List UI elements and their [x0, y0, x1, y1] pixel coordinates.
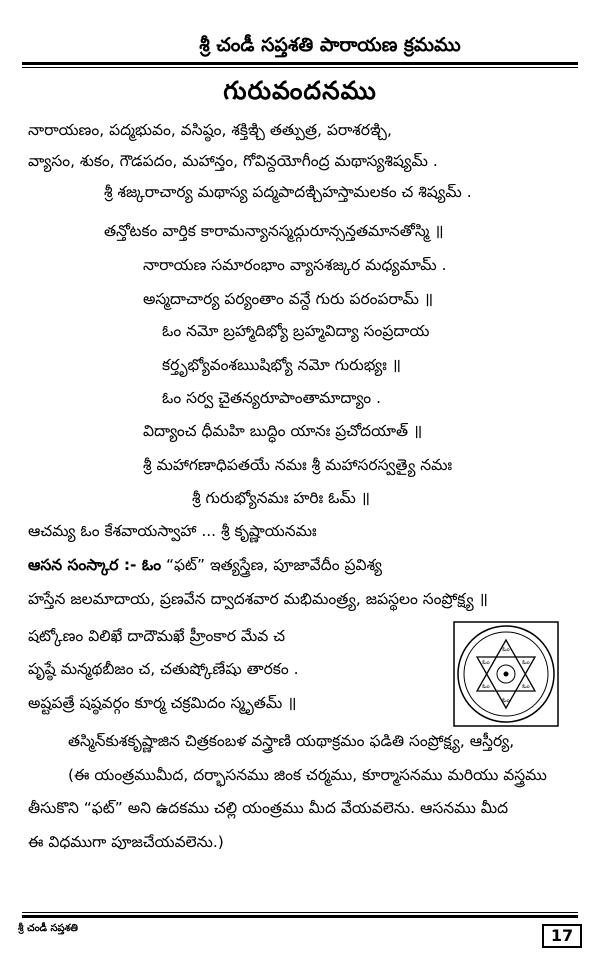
yantra-diagram: [452, 620, 560, 728]
yantra-letter: ఓం: [502, 697, 510, 704]
text-line: ఓం సర్వ చైతన్యరూపాంతామాద్యాం .: [162, 389, 382, 407]
page-number: 17: [542, 924, 582, 948]
yantra-letter: ఓం: [522, 659, 530, 666]
footer-book-title: శ్రీ చండీ సప్తశతి: [18, 923, 78, 934]
section-heading: గురువందనము: [223, 76, 377, 105]
yantra-letter: ఓం: [482, 659, 490, 666]
text-line: కర్తృభ్యోవంశఋషిభ్యో నమో గురుభ్యః ॥: [162, 356, 402, 374]
text-line: అస్మదాచార్య పర్యంతాం వన్దే గురు పరంపరామ్ ॥: [143, 290, 434, 308]
page-header-title: శ్రీ చండీ సప్తశతి పారాయణ క్రమము: [199, 34, 461, 56]
text-line: శ్రీ మహాగణాధిపతయే నమః శ్రీ మహాసరస్వత్యై నమః: [143, 456, 453, 474]
footer-rule-thick: [22, 915, 578, 918]
text-line: నారాయణ సమారంభాం వ్యాసశజ్కర మధ్యమామ్ .: [143, 256, 447, 274]
header-rule-thick: [22, 62, 578, 65]
asana-text: “ఫట్” ఇత్యస్త్రేణ, పూజావేదీం ప్రవిశ్య: [166, 556, 383, 574]
text-line: వ్యాసం, శుకం, గౌడపదం, మహాన్తం, గోవిన్దయోగీంద్ర మథాస్యశిష్యమ్ .: [28, 152, 438, 170]
text-line: నారాయణం, పద్మభువం, వసిష్ఠం, శక్తిఇ్చి తత్పుత్ర, పరాశరఇ్చి,: [28, 121, 392, 139]
yantra-letter: ఓం: [522, 683, 530, 690]
text-line: తీసుకొని “ఫట్” అని ఉదకము చల్లి యంత్రము మీద వేయవలెను. ఆసనము మీద: [28, 799, 509, 817]
asana-label: ఆసన సంస్కార :- ఓం: [28, 556, 162, 574]
text-line: షట్కోణం విలిఖే దాదౌమఖే హ్రీంకార మేవ చ: [28, 627, 286, 645]
text-line: హస్తేన జలమాదాయ, ప్రణవేన ద్వాదశవార మభిమంత్ర్య, జపస్థలం సంప్రోక్ష్య ॥: [28, 590, 488, 608]
yantra-letter: ఓం: [482, 683, 490, 690]
text-line: తన్తోటకం వార్తిక కారామన్యానస్మద్గురూన్సన్తతమానతోస్మి ॥: [104, 222, 444, 240]
asana-line: [28, 554, 382, 576]
text-line: (ఈ యంత్రముమీద, దర్భాసనము జింక చర్మము, కూర్మాసనము మరియు వస్త్రము: [68, 766, 547, 784]
text-line: పృష్ఠే మన్మథబీజం చ, చతుష్కోణేషు తారకం .: [28, 660, 299, 678]
text-line: ఆచమ్య ఓం కేశవాయస్వాహా ... శ్రీ కృష్ణాయనమః: [28, 522, 317, 540]
text-line: ఓం నమో బ్రహ్మాదిభ్యో బ్రహ్మవిద్యా సంప్రదాయ: [162, 322, 430, 340]
text-line: శ్రీ శజ్కరాచార్య మథాస్య పద్మపాదఇ్చిహస్తామలకం చ శిష్యమ్ .: [104, 183, 472, 201]
text-line: ఈ విధముగా పూజచేయవలెను.): [28, 833, 224, 851]
text-line: విద్యాంచ ధీమహి బుద్ధిం యానః ప్రచోదయాత్ ॥: [143, 422, 423, 440]
header-rule-thin: [22, 67, 578, 68]
footer-rule-thin: [22, 912, 578, 913]
yantra-letter: ఓం: [502, 646, 510, 653]
text-line: అష్టపత్రే షష్ఠవర్గం కూర్మ చక్రమిదం స్మృతమ్ ॥: [28, 694, 297, 712]
text-line: శ్రీ గురుభ్యోనమః హరిః ఓమ్ ॥: [192, 489, 371, 507]
text-line: తస్మిన్‌కుశకృష్ణాజిన చిత్రకంబళ వస్త్రాణి యథాక్రమం ఫడితి సంప్రోక్ష్య, ఆస్తీర్య,: [68, 732, 515, 750]
